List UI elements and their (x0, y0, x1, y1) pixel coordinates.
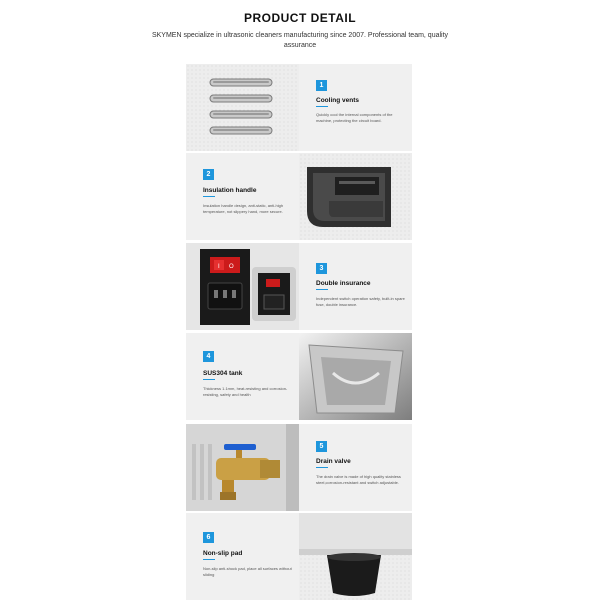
page-subtitle: SKYMEN specialize in ultrasonic cleaners manufacturing since 2007. Professional team, quality assurance (151, 32, 449, 49)
sus304-tank-text (186, 333, 299, 420)
drain-valve-image (186, 424, 299, 511)
feature-number-badge: 1 (316, 80, 327, 91)
double-insurance-text (299, 243, 412, 330)
feature-row-non-slip-pad (186, 513, 412, 600)
feature-row-sus304-tank (186, 333, 412, 420)
feature-title: SUS304 tank (203, 370, 243, 377)
feature-number-badge: 2 (203, 169, 214, 180)
feature-description: Non-slip anti-shock pad, place all surfaces without sliding (203, 566, 292, 577)
feature-number-badge: 3 (316, 263, 327, 274)
accent-underline (203, 196, 215, 197)
drain-valve-text (299, 424, 412, 511)
page-title: PRODUCT DETAIL (243, 11, 357, 25)
feature-description: The drain valve is made of high quality stainless steel,corrosion-resistant and switch adjustable. (316, 474, 401, 485)
feature-row-double-insurance (186, 243, 412, 330)
feature-description: Quickly cool the internal components of the machine, protecting the circuit board. (316, 112, 393, 123)
accent-underline (203, 559, 215, 560)
feature-description: Insulation handle design, anti-static, anti-high temperature, not slippery hand, more secure. (203, 203, 284, 214)
feature-description: Independent switch operation safety, built-in spare fuse, double insurance. (316, 296, 405, 307)
feature-title: Drain valve (316, 458, 351, 465)
accent-underline (203, 379, 215, 380)
double-insurance-image (186, 243, 299, 330)
svg-text:I: I (218, 264, 220, 270)
accent-underline (316, 289, 328, 290)
accent-underline (316, 106, 328, 107)
feature-number-badge: 6 (203, 532, 214, 543)
insulation-handle-text (186, 153, 299, 240)
feature-title: Insulation handle (203, 187, 257, 194)
feature-title: Double insurance (316, 280, 371, 287)
accent-underline (316, 467, 328, 468)
insulation-handle-image (299, 153, 412, 240)
cooling-vents-image (186, 64, 299, 151)
feature-number-badge: 5 (316, 441, 327, 452)
feature-row-drain-valve (186, 424, 412, 511)
sus304-tank-image (299, 333, 412, 420)
feature-description: Thickness 1.1mm, heat-resisting and corrosion-resisting, safety and health (203, 386, 288, 397)
feature-title: Non-slip pad (203, 550, 243, 557)
feature-title: Cooling vents (316, 97, 359, 104)
feature-row-cooling-vents (186, 64, 412, 151)
svg-text:O: O (229, 264, 234, 270)
cooling-vents-text (299, 64, 412, 151)
non-slip-pad-text (186, 513, 299, 600)
feature-number-badge: 4 (203, 351, 214, 362)
non-slip-pad-image (299, 513, 412, 600)
feature-row-insulation-handle (186, 153, 412, 240)
